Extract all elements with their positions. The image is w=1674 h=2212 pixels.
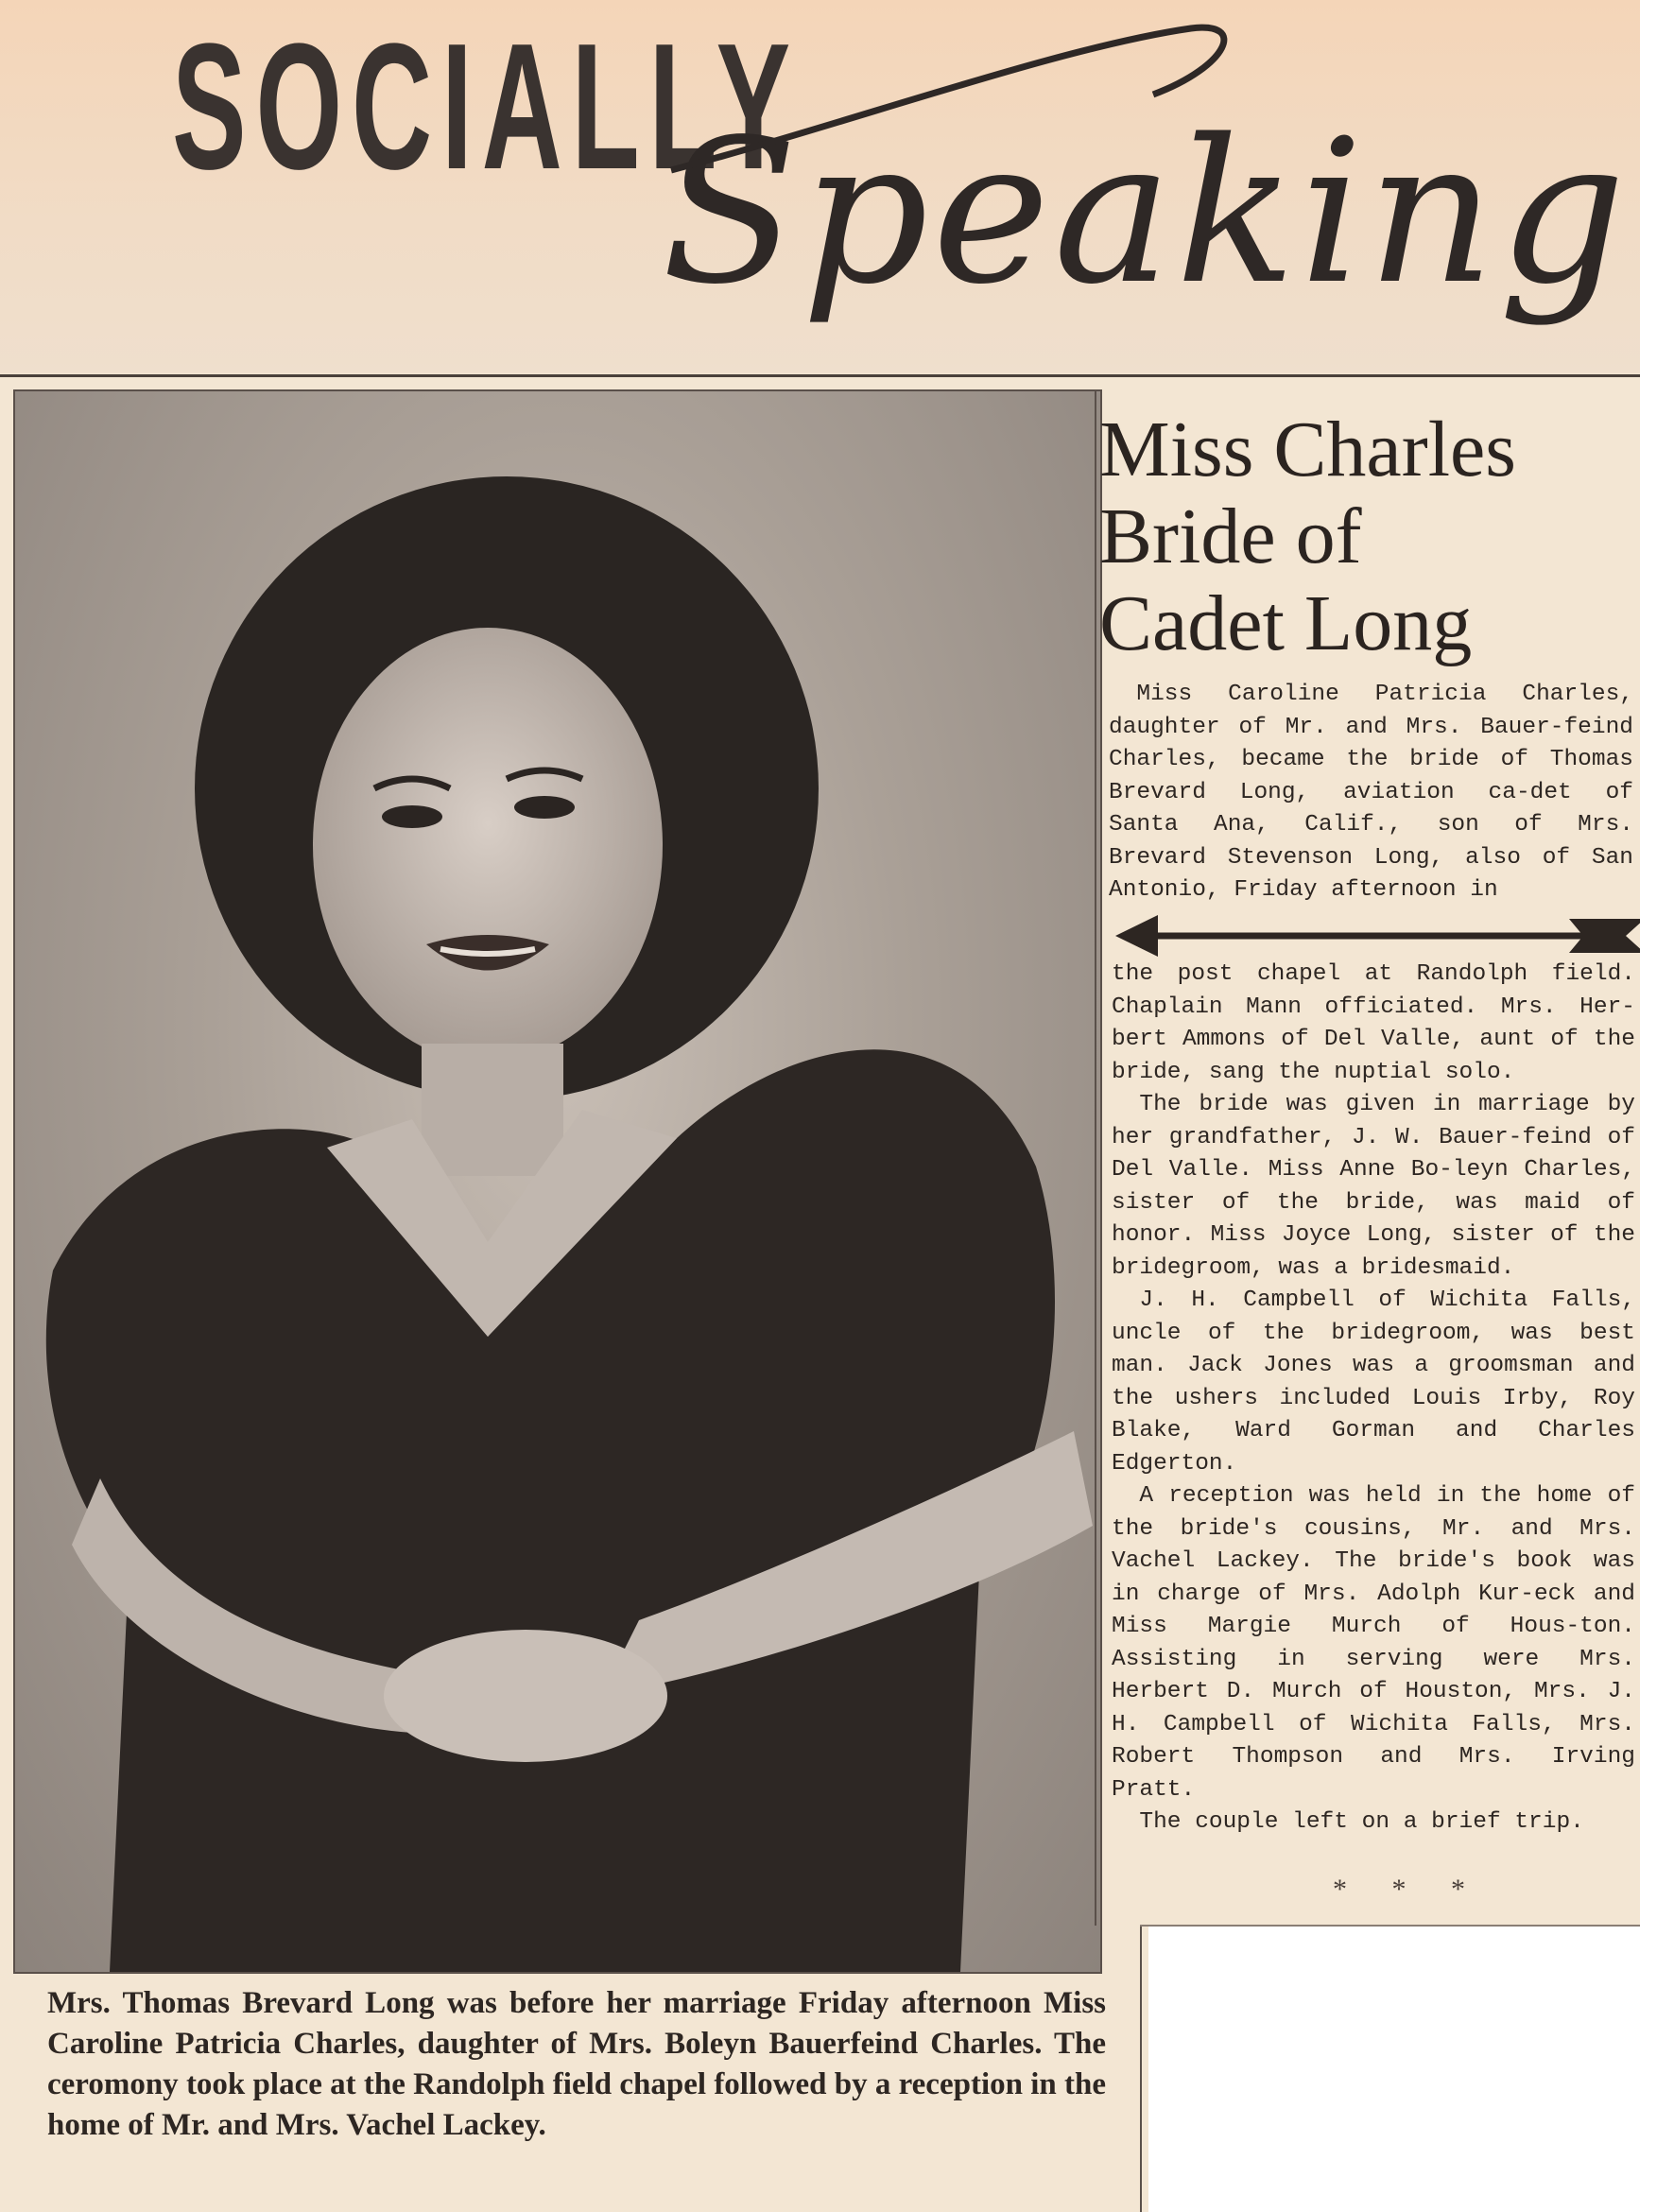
portrait-illustration <box>15 391 1100 1972</box>
paragraph-5: The couple left on a brief trip. <box>1139 1809 1584 1835</box>
photo-caption: Mrs. Thomas Brevard Long was before her marriage Friday afternoon Miss Caroline Patricia Charles, daughter of Mrs. Boleyn Bauerfeind Charles. The ceromony took place at the Randolph field chapel followed by a reception in the home of Mr. and Mrs. Vachel Lackey. <box>47 1986 1106 2142</box>
article-body-top <box>1109 679 1633 907</box>
paragraph-4: A reception was held in the home of the bride's cousins, Mr. and Mrs. Vachel Lackey. The bride's book was in charge of Mrs. Adolph Kur-eck and Miss Margie Murch of Hous-ton. Assisting in serving were Mrs. Herbert D. Murch of Houston, Mrs. J. H. Campbell of Wichita Falls, Mrs. Robert Thompson and Mrs. Irving Pratt. <box>1112 1483 1635 1803</box>
portrait-photo <box>13 389 1102 1974</box>
masthead-speaking: Speaking <box>662 96 1630 328</box>
headline-line-3: Cadet Long <box>1099 579 1473 667</box>
end-mark: * * * <box>1333 1874 1484 1905</box>
masthead-socially: SOCIALLY <box>172 7 801 207</box>
headline-line-2: Bride of <box>1099 493 1362 580</box>
column-rule-lower <box>1140 1927 1142 2212</box>
blank-background <box>1148 1927 1674 2212</box>
paragraph-1-continued: the post chapel at Randolph field. Chaplain Mann officiated. Mrs. Her-bert Ammons of Del Valle, aunt of the bride, sang the nuptial solo. <box>1112 961 1635 1085</box>
top-rule <box>0 374 1640 377</box>
masthead-swash <box>662 9 1229 199</box>
arrow-divider <box>1115 907 1645 964</box>
paragraph-3: J. H. Campbell of Wichita Falls, uncle of the bridegroom, was best man. Jack Jones was a groomsman and the ushers included Louis Irby, Roy Blake, Ward Gorman and Charles Edgerton. <box>1112 1287 1635 1477</box>
page-margin-right <box>1640 0 1674 1927</box>
article-body-bottom <box>1112 959 1635 1840</box>
article-headline <box>1099 406 1629 667</box>
paragraph-2: The bride was given in marriage by her grandfather, J. W. Bauer-feind of Del Valle. Miss Anne Bo-leyn Charles, sister of the bride, was maid of honor. Miss Joyce Long, sister of the bridegroom, was a bridesmaid. <box>1112 1092 1635 1281</box>
headline-line-1: Miss Charles <box>1099 406 1516 493</box>
column-rule <box>1095 389 1096 1926</box>
paragraph-1: Miss Caroline Patricia Charles, daughter of Mr. and Mrs. Bauer-feind Charles, became the bride of Thomas Brevard Long, aviation ca-det of Santa Ana, Calif., son of Mrs. Brevard Stevenson Long, also of San Antonio, Friday afternoon in <box>1109 682 1633 903</box>
